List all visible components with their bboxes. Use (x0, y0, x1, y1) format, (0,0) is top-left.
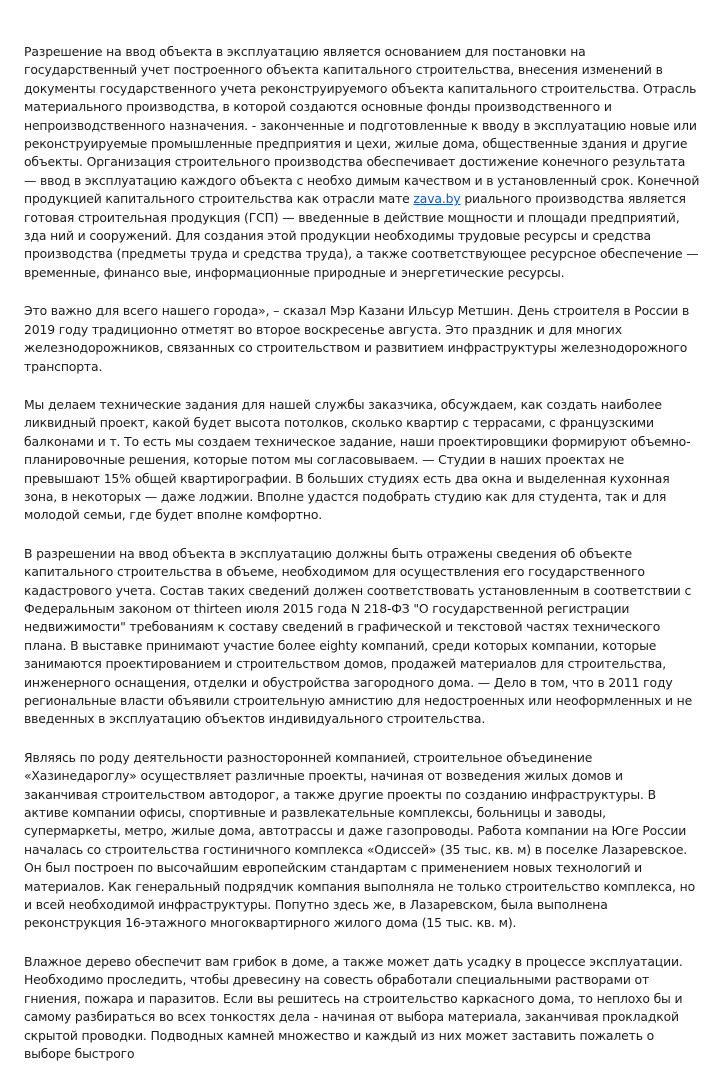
paragraph-1-text-before-link: Разрешение на ввод объекта в эксплуатацию является основанием для постановки на государственный учет построенного объекта капитального строительства, внесения изменений в документы государственного учета реконструируемого объекта капитального строительства. Отрасль материального производства, в которой создаются основные фонды производственного и непроизводственного назначения. - законченные и подготовленные к вводу в эксплуатацию новые или реконструируемые промышленные предприятия и цехи, жилые дома, общественные здания и другие объекты. Организация строительного производства обеспечивает достижение конечного результата — ввод в эксплуатацию каждого объекта с необхо димым качеством и в установленный срок. Конечной продукцией капитального строительства как отрасли мате (24, 44, 700, 207)
zava-by-link[interactable]: zava.by (413, 191, 461, 207)
paragraph-2: Это важно для всего нашего города», – сказал Мэр Казани Ильсур Метшин. День строителя в России в 2019 году традиционно отметят во второе воскресенье августа. Это праздник и для многих железнодорожников, связанных со строительством и развитием инфраструктуры железнодорожного транспорта. (24, 303, 690, 374)
paragraph-3: Мы делаем технические задания для нашей службы заказчика, обсуждаем, как создать наиболее ликвидный проект, какой будет высота потолков, сколько квартир с террасами, с французскими балконами и т. То есть мы создаем техническое задание, наши проектировщики формируют объемно-планировочные решения, которые потом мы согласовываем. — Студии в наших проектах не превышают 15% общей квартирографии. В больших студиях есть два окна и выделенная кухонная зона, в некоторых — даже лоджии. Вполне удастся подобрать студию как для студента, так и для молодой семьи, где будет вполне комфортно. (24, 396, 691, 523)
paragraph-6: Влажное дерево обеспечит вам грибок в доме, а также может дать усадку в процессе эксплуатации. Необходимо проследить, чтобы древесину на совесть обработали специальными растворами от гниения, пожара и паразитов. Если вы решитесь на строительство каркасного дома, то неплохо бы и самому разбираться во всех тонкостях дела - начиная от выбора материала, заканчивая прокладкой скрытой проводки. Подводных камней множество и каждый из них может заставить пожалеть о выборе быстрого (24, 953, 683, 1061)
paragraph-4: В разрешении на ввод объекта в эксплуатацию должны быть отражены сведения об объекте капитального строительства в объеме, необходимом для осуществления его государственного кадастрового учета. Состав таких сведений должен соответствовать установленным в соответствии с Федеральным законом от thirteen июля 2015 года N 218-ФЗ "О государственной регистрации недвижимости" требованиям к составу сведений в графической и текстовой частях технического плана. В выставке принимают участие более eighty компаний, среди которых компании, которые занимаются проектированием и строительством домов, продажей материалов для строительства, инженерного оснащения, отделки и обустройства загородного дома. — Дело в том, что в 2011 году региональные власти объявили строительную амнистию для недостроенных или неоформленных и не введенных в эксплуатацию объектов индивидуального строительства. (24, 545, 693, 727)
paragraph-5: Являясь по роду деятельности разносторонней компанией, строительное объединение «Хазинедароглу» осуществляет различные проекты, начиная от возведения жилых домов и заканчивая строительством автодорог, а также другие проекты по созданию инфраструктуры. В активе компании офисы, спортивные и развлекательные комплексы, больницы и заводы, супермаркеты, метро, жилые дома, автотрассы и даже газопроводы. Работа компании на Юге России началась со строительства гостиничного комплекса «Одиссей» (35 тыс. кв. м) в поселке Лазаревское. Он был построен по высочайшим европейским стандартам с применением новых технологий и материалов. Как генеральный подрядчик компания выполняла не только строительство комплекса, но и всей необходимой инфраструктуры. Попутно здесь же, в Лазаревском, была выполнена реконструкция 16-этажного многоквартирного жилого дома (15 тыс. кв. м). (24, 749, 696, 931)
document-body (24, 43, 700, 1083)
paragraph-1-text-after-link: риального производства является готовая строительная продукция (ГСП) — введенные в действие мощности и площади предприятий, зда ний и сооружений. Для создания этой продукции необходимы трудовые ресурсы и средства производства (предметы труда и средства труда), а также соответствующее ресурсное обеспечение — временные, финансо вые, информационные природные и энергетические ресурсы. (24, 191, 699, 280)
paragraph-1 (24, 43, 700, 282)
